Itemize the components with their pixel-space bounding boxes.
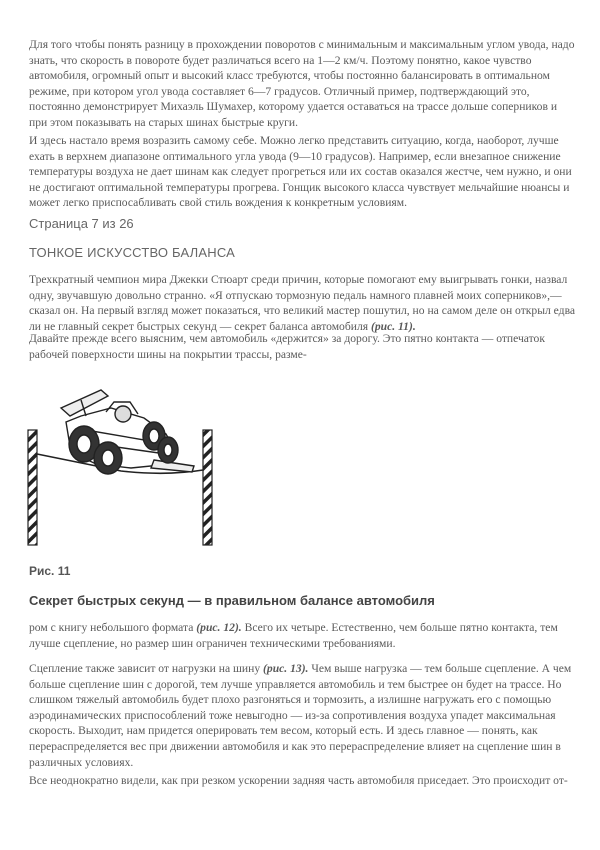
paragraph-5-end: Всего их четыре. Естественно, чем больше пятно контакта, тем лучше сцепление, но размер шин ограничен техническими требованиями. (29, 621, 558, 650)
paragraph-1 (29, 37, 577, 131)
figure-12-reference: (рис. 12). (196, 621, 242, 634)
figure-caption: Рис. 11 (29, 564, 71, 578)
paragraph-6 (29, 661, 577, 770)
paragraph-1-text: Для того чтобы понять разницу в прохождении поворотов с минимальным и максимальным углом увода, надо знать, что скорость в повороте будет различаться всего на 1—2 км/ч. Поэтому понятно, какое чувство автомобиля, огромный опыт и высокий класс требуются, чтобы постоянно балансировать в оптимальном режиме, при котором угол увода составляет 6—7 градусов. Отличный пример, подтверждающий это, постоянно демонстрирует Михаэль Шумахер, которому удается оставаться на трассе дольше соперников и при этом показывать на старых шинах быстрые круги. (29, 38, 575, 129)
paragraph-3-body: Трехкратный чемпион мира Джекки Стюарт среди причин, которые помогают ему выигрывать гонки, назвал одну, звучавшую довольно странно. «Я отпускаю тормозную педаль намного плавней моих соперников»,— сказал он. На первый взгляд может показаться, что великий мастер пошутил, но на самом деле он открыл едва ли не главный секрет быстрых секунд — секрет баланса автомобиля (29, 273, 576, 333)
paragraph-4-text: Давайте прежде всего выясним, чем автомобиль «держится» за дорогу. Это пятно контакта — отпечаток рабочей поверхности шины на покрытии трассы, разме- (29, 332, 545, 361)
paragraph-6-start: Сцепление также зависит от нагрузки на шину (29, 662, 264, 675)
paragraph-5 (29, 620, 577, 651)
paragraph-7 (29, 773, 577, 789)
paragraph-6-end: Чем выше нагрузка — тем больше сцепление. А чем больше сцепление шин с дорогой, тем лучше управляется автомобиль и тем быстрее он будет на трассе. Но слишком тяжелый автомобиль будет плохо разгоняться и тормозить, а излишне нагружать его с помощью аэродинамических приспособлений тоже невыгодно — из-за сопротивления воздуха упадет максимальная скорость. Выходит, нам придется оперировать тем весом, который есть. И здесь главное — понять, как перераспределяется вес при движении автомобиля и как это перераспределение влияет на сцепление шин в различных условиях. (29, 662, 572, 769)
figure-11-reference: (рис. 11). (370, 319, 416, 333)
paragraph-3-text (29, 272, 577, 334)
left-pole (28, 430, 37, 545)
paragraph-6-text (29, 661, 577, 770)
page-number: Страница 7 из 26 (29, 216, 134, 231)
figure-subtitle: Секрет быстрых секунд — в правильном балансе автомобиля (29, 593, 435, 608)
paragraph-2-text: И здесь настало время возразить самому себе. Можно легко представить ситуацию, когда, наоборот, лучше ехать в верхнем диапазоне оптимального угла увода (9—10 градусов). Например, если внезапное снижение температуры воздуха не дает шинам как следует прогреться или их состав оказался жестче, чем нужно, и они не достигают оптимальной температуры прогрева. Гонщик высокого класса чувствует мельчайшие нюансы и может легко приспосабливать свой стиль вождения к конкретным условиям. (29, 134, 572, 210)
race-car (61, 390, 194, 474)
paragraph-5-start: ром с книгу небольшого формата (29, 621, 197, 634)
right-pole (203, 430, 212, 545)
paragraph-3 (29, 272, 577, 334)
paragraph-2 (29, 133, 577, 211)
paragraph-5-text (29, 620, 577, 651)
section-title: ТОНКОЕ ИСКУССТВО БАЛАНСА (29, 245, 236, 260)
race-car-balance-illustration (26, 372, 226, 547)
paragraph-7-text: Все неоднократно видели, как при резком ускорении задняя часть автомобиля приседает. Это происходит от- (29, 774, 568, 787)
paragraph-4 (29, 331, 577, 362)
figure-13-reference: (рис. 13). (263, 662, 309, 675)
